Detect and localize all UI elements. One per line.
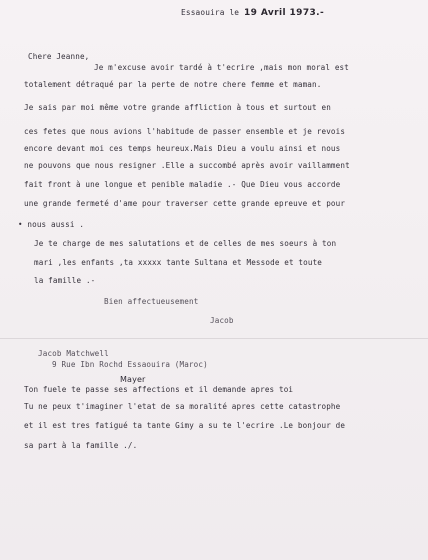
address-line: 9 Rue Ibn Rochd Essaouira (Maroc) (52, 360, 208, 369)
handwritten-date: 19 Avril 1973.- (244, 8, 325, 18)
body-line: ne pouvons que nous resigner .Elle a succombé après avoir vaillamment (24, 161, 350, 170)
body-line: mari ,les enfants ,ta xxxxx tante Sultana et Messode et toute (34, 258, 323, 267)
place-prefix: Essaouira le (181, 8, 240, 17)
greeting: Chere Jeanne, (28, 52, 90, 61)
margin-dash: • (18, 220, 23, 229)
body-line: totalement détraqué par la perte de notre chere femme et maman. (24, 80, 322, 89)
postscript-name: Mayer (120, 375, 146, 384)
signature: Jacob (210, 316, 234, 325)
body-line: la famille .- (34, 276, 96, 285)
body-line: une grande fermeté d'ame pour traverser cette grande epreuve et pour (24, 199, 346, 208)
postscript-line: et il est tres fatigué ta tante Gimy a su te l'ecrire .Le bonjour de (24, 421, 346, 430)
body-line: ces fetes que nous avions l'habitude de passer ensemble et je revois (24, 127, 346, 136)
address-line: Jacob Matchwell (38, 349, 109, 358)
place-date-line (181, 8, 324, 18)
fold-crease (0, 338, 428, 339)
body-line: Je te charge de mes salutations et de celles de mes soeurs à ton (34, 239, 337, 248)
body-line (18, 220, 84, 230)
body-line: encore devant moi ces temps heureux.Mais Dieu a voulu ainsi et nous (24, 144, 341, 153)
body-line: Je sais par moi même votre grande affliction à tous et surtout en (24, 103, 331, 112)
closing-line: Bien affectueusement (104, 297, 199, 306)
postscript-line: Ton fuele te passe ses affections et il demande apres toi (24, 385, 294, 394)
body-line-text: nous aussi . (27, 220, 85, 229)
postscript-line: Tu ne peux t'imaginer l'etat de sa moralité apres cette catastrophe (24, 402, 341, 411)
body-line: Je m'excuse avoir tardé à t'ecrire ,mais mon moral est (94, 63, 349, 72)
body-line: fait front à une longue et penible maladie .- Que Dieu vous accorde (24, 180, 341, 189)
postscript-line: sa part à la famille ./. (24, 441, 138, 450)
